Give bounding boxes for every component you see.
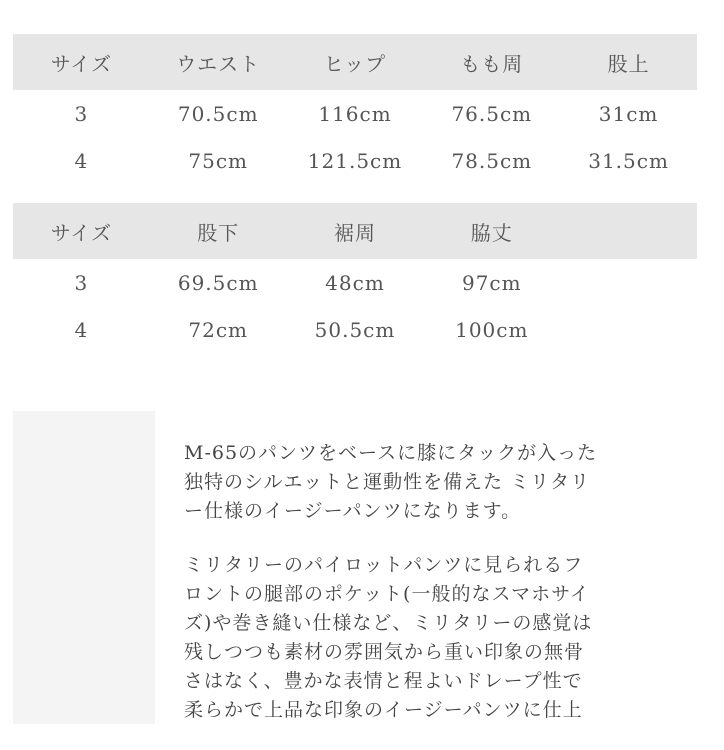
header-hip: ヒップ bbox=[287, 34, 424, 90]
table-row bbox=[13, 90, 697, 137]
table-cell: 31.5cm bbox=[588, 148, 669, 173]
header-size: サイズ bbox=[13, 34, 150, 90]
table-cell: 31cm bbox=[598, 101, 659, 126]
size-table-2 bbox=[13, 203, 697, 353]
table-cell: 48cm bbox=[325, 270, 385, 295]
table-cell: 78.5cm bbox=[451, 148, 533, 173]
table-row bbox=[13, 259, 697, 306]
table-header-row bbox=[13, 34, 697, 90]
table-cell: 72cm bbox=[188, 317, 248, 342]
table-cell: 70.5cm bbox=[177, 101, 259, 126]
table-cell: 4 bbox=[74, 148, 89, 173]
header-empty bbox=[560, 203, 697, 259]
table-header-row bbox=[13, 203, 697, 259]
table-cell: 4 bbox=[74, 317, 89, 342]
size-table-1 bbox=[13, 34, 697, 184]
table-cell bbox=[560, 259, 697, 306]
header-side-length: 脇丈 bbox=[423, 203, 560, 259]
header-waist: ウエスト bbox=[150, 34, 287, 90]
table-cell: 75cm bbox=[188, 148, 248, 173]
header-rise: 股上 bbox=[560, 34, 697, 90]
table-cell: 121.5cm bbox=[307, 148, 403, 173]
table-cell: 100cm bbox=[455, 317, 529, 342]
table-cell: 97cm bbox=[461, 270, 522, 295]
description-paragraph-2: ミリタリーのパイロットパンツに見られるフ ロントの腿部のポケット(一般的なスマホサイ ズ)や巻き縫い仕様など、ミリタリーの感覚は 残しつつも素材の雰囲気から重い印象の無骨 さはなく、豊かな表情と程よいドレープ性で 柔らかで上品な印象のイージーパンツに仕上 bbox=[184, 554, 593, 721]
table-cell bbox=[560, 306, 697, 353]
product-description bbox=[184, 439, 704, 750]
header-thigh: もも周 bbox=[423, 34, 560, 90]
table-cell: 50.5cm bbox=[314, 317, 396, 342]
header-inseam: 股下 bbox=[150, 203, 287, 259]
side-panel bbox=[13, 411, 155, 724]
table-cell: 3 bbox=[74, 101, 89, 126]
table-cell: 69.5cm bbox=[177, 270, 259, 295]
header-hem: 裾周 bbox=[287, 203, 424, 259]
header-size: サイズ bbox=[13, 203, 150, 259]
table-row bbox=[13, 306, 697, 353]
table-cell: 3 bbox=[74, 270, 89, 295]
table-cell: 76.5cm bbox=[451, 101, 533, 126]
table-row bbox=[13, 137, 697, 184]
table-cell: 116cm bbox=[318, 101, 392, 126]
description-paragraph-1: M-65のパンツをベースに膝にタックが入った 独特のシルエットと運動性を備えた ミリタリ ー仕様のイージーパンツになります。 bbox=[184, 442, 598, 522]
